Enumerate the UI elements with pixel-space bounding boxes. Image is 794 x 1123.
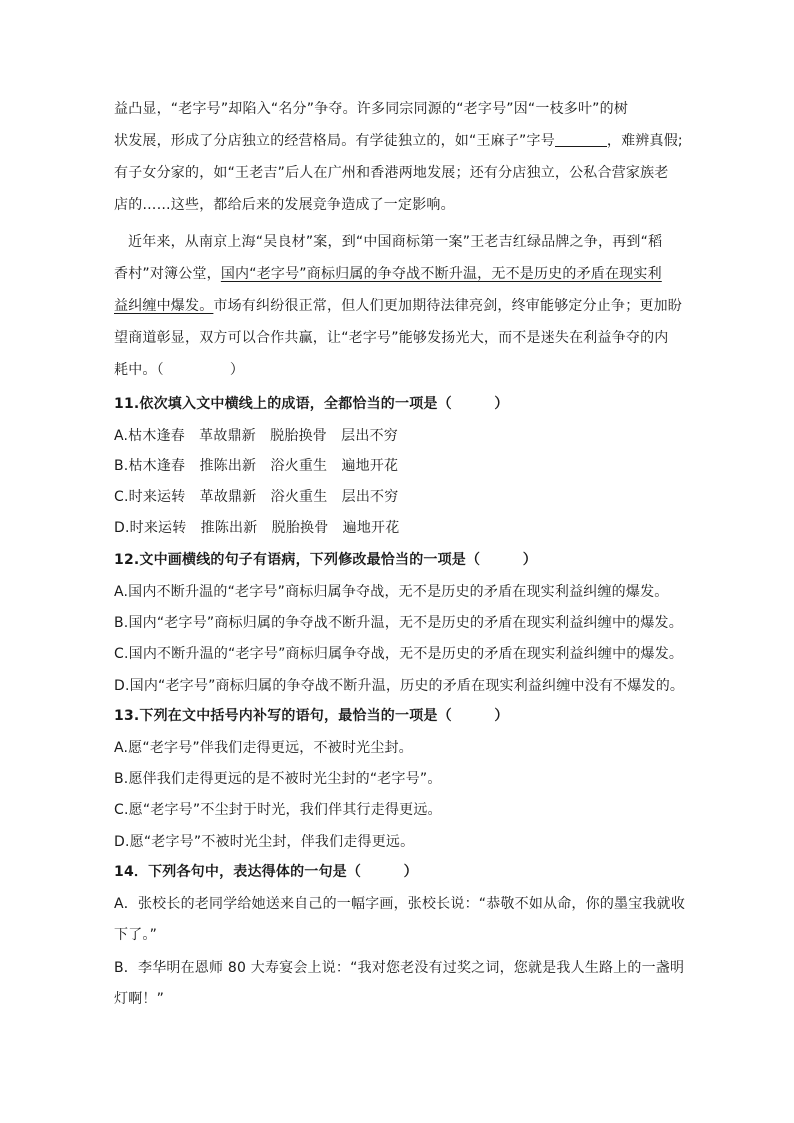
option-d: D.愿“老字号”不被时光尘封，伴我们走得更远。 bbox=[114, 834, 415, 850]
passage-line: 香村”对簿公堂，国内“老字号”商标归属的争夺战不断升温，无不是历史的矛盾在现实利 bbox=[114, 266, 662, 282]
option-b: B．李华明在恩师 80 大寿宴会上说：“我对您老没有过奖之词，您就是我人生路上的一盏明 bbox=[114, 960, 685, 976]
underlined-sentence: 益纠缠中爆发。 bbox=[114, 298, 214, 314]
passage-line: 益纠缠中爆发。市场有纠纷很正常，但人们更加期待法律亮剑，终审能够定分止争；更加盼 bbox=[114, 298, 683, 314]
question-stem: 13.下列在文中括号内补写的语句，最恰当的一项是（ ） bbox=[114, 708, 509, 724]
passage-line: 耗中。（ ） bbox=[114, 362, 245, 378]
option-c: C.时来运转 革故鼎新 浴火重生 层出不穷 bbox=[114, 489, 399, 505]
option-c: C.国内不断升温的“老字号”商标归属争夺战，无不是历史的矛盾在现实利益纠缠中的爆发。 bbox=[114, 646, 684, 662]
option-b: B.枯木逢春 推陈出新 浴火重生 遍地开花 bbox=[114, 458, 399, 474]
question-stem: 14．下列各句中，表达得体的一句是（ ） bbox=[114, 864, 418, 880]
passage-line: 状发展，形成了分店独立的经营格局。有学徒独立的，如“王麻子”字号 ，难辨真假; bbox=[114, 133, 683, 149]
passage-line: 有子女分家的，如“王老吉”后人在广州和香港两地发展；还有分店独立，公私合营家族老 bbox=[114, 165, 669, 181]
option-d: D.时来运转 推陈出新 脱胎换骨 遍地开花 bbox=[114, 520, 400, 536]
option-b-continued: 灯啊！” bbox=[114, 991, 165, 1007]
question-stem: 12.文中画横线的句子有语病，下列修改最恰当的一项是（ ） bbox=[114, 552, 537, 568]
option-a-continued: 下了。” bbox=[114, 927, 158, 943]
passage-line: 望商道彰显，双方可以合作共赢，让“老字号”能够发扬光大，而不是迷失在利益争夺的内 bbox=[114, 330, 669, 346]
option-b: B.愿伴我们走得更远的是不被时光尘封的“老字号”。 bbox=[114, 771, 442, 787]
option-d: D.国内“老字号”商标归属的争夺战不断升温，历史的矛盾在现实利益纠缠中没有不爆发的。 bbox=[114, 678, 685, 694]
question-stem: 11.依次填入文中横线上的成语，全都恰当的一项是（ ） bbox=[114, 396, 509, 412]
option-a: A.愿“老字号”伴我们走得更远，不被时光尘封。 bbox=[114, 740, 413, 756]
passage-line: 益凸显，“老字号”却陷入“名分”争夺。许多同宗同源的“老字号”因“一枝多叶”的树 bbox=[114, 101, 629, 117]
option-a: A.枯木逢春 革故鼎新 脱胎换骨 层出不穷 bbox=[114, 428, 398, 444]
passage-line: 店的……这些，都给后来的发展竞争造成了一定影响。 bbox=[114, 197, 455, 213]
option-a: A.国内不断升温的“老字号”商标归属争夺战，无不是历史的矛盾在现实利益纠缠的爆发。 bbox=[114, 584, 669, 600]
option-c: C.愿“老字号”不尘封于时光，我们伴其行走得更远。 bbox=[114, 802, 442, 818]
answer-blank[interactable] bbox=[555, 132, 607, 147]
option-b: B.国内“老字号”商标归属的争夺战不断升温，无不是历史的矛盾在现实利益纠缠中的爆发。 bbox=[114, 615, 683, 631]
underlined-sentence: 国内“老字号”商标归属的争夺战不断升温，无不是历史的矛盾在现实利 bbox=[220, 266, 662, 282]
passage-line: 近年来，从南京上海“吴良材”案，到“中国商标第一案”王老吉红绿品牌之争，再到“稻 bbox=[128, 234, 663, 250]
option-a: A．张校长的老同学给她送来自己的一幅字画，张校长说：“恭敬不如从命，你的墨宝我就收 bbox=[114, 896, 686, 912]
